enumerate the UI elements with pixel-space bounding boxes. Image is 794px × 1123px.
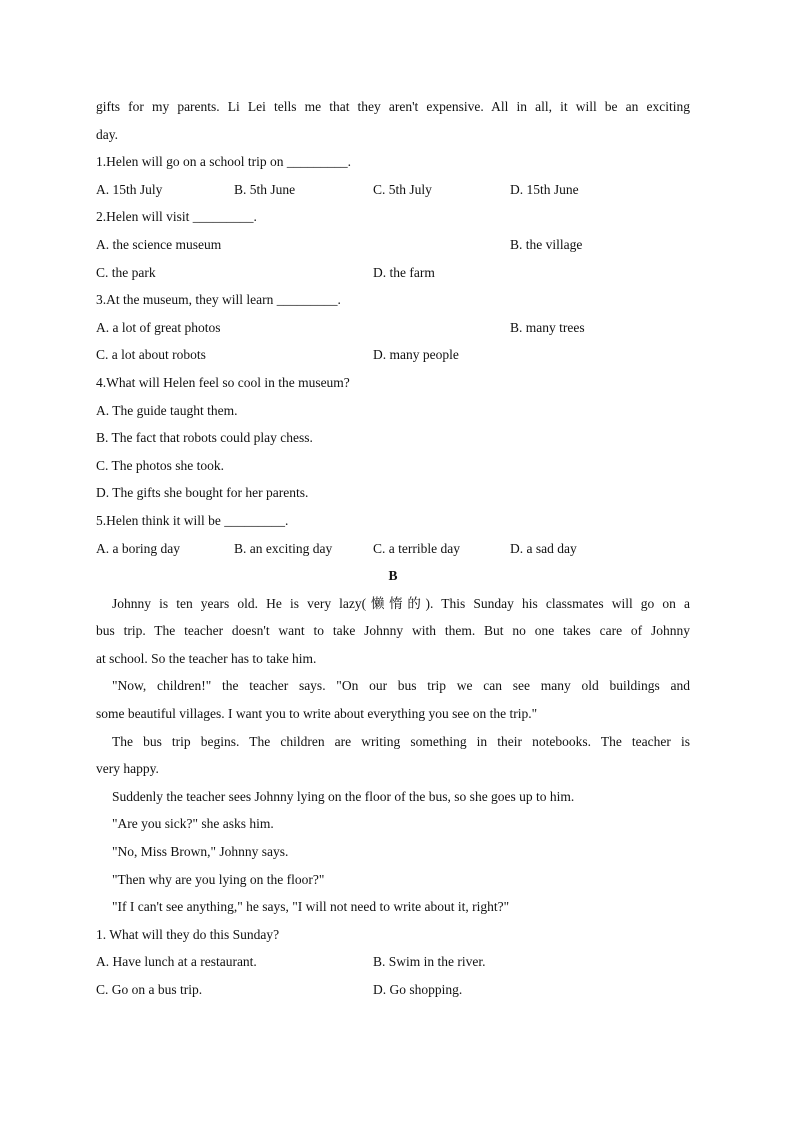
option: B. many trees: [510, 319, 585, 335]
option: D. a sad day: [510, 540, 577, 556]
question-stem: 1. What will they do this Sunday?: [96, 926, 280, 942]
options-row: [96, 176, 690, 204]
options-row: [96, 341, 690, 369]
passage-b-line: very happy.: [96, 761, 159, 777]
option: B. Swim in the river.: [373, 954, 486, 970]
option: A. a boring day: [96, 540, 180, 556]
option: D. The gifts she bought for her parents.: [96, 485, 309, 501]
question-stem: 4.What will Helen feel so cool in the museum?: [96, 374, 350, 390]
option: B. The fact that robots could play chess.: [96, 430, 313, 446]
question-stem: 3.At the museum, they will learn _________.: [96, 292, 341, 308]
passage-a-line: day.: [96, 126, 118, 142]
option: C. 5th July: [373, 181, 432, 197]
passage-b-line: at school. So the teacher has to take him.: [96, 650, 317, 666]
options-row: [96, 259, 690, 287]
option: D. Go shopping.: [373, 982, 463, 997]
option: A. the science museum: [96, 236, 222, 252]
document-page: [96, 93, 690, 1004]
passage-b-line: "If I can't see anything," he says, "I will not need to write about it, right?": [112, 899, 510, 915]
question-stem: 1.Helen will go on a school trip on _________.: [96, 154, 351, 170]
section-heading: B: [388, 568, 398, 584]
passage-b-line: some beautiful villages. I want you to write about everything you see on the trip.": [96, 706, 538, 722]
passage-b-line: "Then why are you lying on the floor?": [112, 871, 325, 887]
passage-b-line: bus trip. The teacher doesn't want to take Johnny with them. But no one takes care of Johnny: [96, 623, 690, 639]
option: D. many people: [373, 347, 459, 363]
option: D. the farm: [373, 264, 435, 280]
option: C. The photos she took.: [96, 457, 224, 473]
passage-b-line: "Are you sick?" she asks him.: [112, 816, 274, 832]
option: A. The guide taught them.: [96, 402, 238, 418]
option: B. 5th June: [234, 181, 296, 197]
passage-b-line: The bus trip begins. The children are writing something in their notebooks. The teacher is: [112, 733, 690, 749]
options-row: [96, 976, 690, 1004]
option: B. an exciting day: [234, 540, 333, 556]
option: B. the village: [510, 236, 583, 252]
options-row: [96, 314, 690, 342]
option: C. the park: [96, 264, 156, 280]
option: C. a lot about robots: [96, 347, 206, 363]
passage-b-line: "Now, children!" the teacher says. "On our bus trip we can see many old buildings and: [112, 678, 690, 694]
options-row: [96, 948, 690, 976]
option: C. a terrible day: [373, 540, 460, 556]
option: A. Have lunch at a restaurant.: [96, 954, 257, 970]
passage-b-line: Johnny is ten years old. He is very lazy(懒惰的). This Sunday his classmates will go on a: [112, 595, 690, 611]
options-row: [96, 535, 690, 563]
option: A. a lot of great photos: [96, 319, 221, 335]
question-stem: 5.Helen think it will be _________.: [96, 512, 289, 528]
option: C. Go on a bus trip.: [96, 982, 203, 997]
passage-b-line: Suddenly the teacher sees Johnny lying on the floor of the bus, so she goes up to him.: [112, 788, 575, 804]
option: A. 15th July: [96, 181, 163, 197]
passage-a-line: gifts for my parents. Li Lei tells me that they aren't expensive. All in all, it will be an exciting: [96, 99, 690, 114]
question-stem: 2.Helen will visit _________.: [96, 209, 257, 225]
passage-b-line: "No, Miss Brown," Johnny says.: [112, 844, 289, 860]
option: D. 15th June: [510, 181, 579, 197]
options-row: [96, 231, 690, 259]
